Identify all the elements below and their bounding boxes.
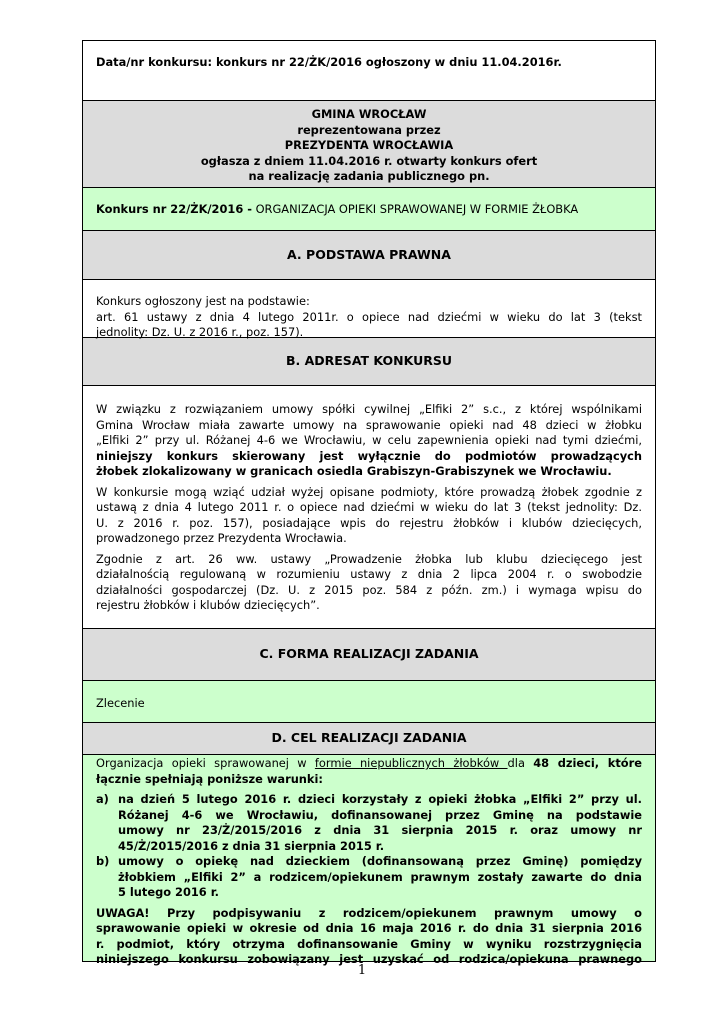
addressee-paragraph-2 (96, 485, 642, 547)
section-b-heading (82, 338, 656, 386)
document-page (82, 40, 656, 966)
competition-title-row (82, 188, 656, 231)
addressee-p3-line: Zgodnie z art. 26 ww. ustawy „Prowadzenie żłobka lub klubu dziecięcego jest (96, 551, 642, 566)
condition-a-line: na dzień 5 lutego 2016 r. dzieci korzystały z opieki żłobka „Elfiki 2” przy ul. (118, 792, 642, 806)
section-c-content (82, 681, 656, 723)
announcer-block (82, 101, 656, 188)
addressee-p3-line: rejestru żłobków i klubów dziecięcych”. (96, 598, 320, 612)
announcer-line-3: PREZYDENTA WROCŁAWIA (284, 138, 454, 152)
section-c-title: C. FORMA REALIZACJI ZADANIA (259, 646, 479, 661)
condition-b (96, 854, 642, 901)
announcer-line-2: reprezentowana przez (297, 122, 441, 137)
warning-note (96, 906, 642, 968)
announcer-line-4: ogłasza z dniem 11.04.2016 r. otwarty konkurs ofert (200, 153, 538, 168)
competition-date-text: Data/nr konkursu: konkurs nr 22/ŻK/2016 ogłoszony w dniu 11.04.2016r. (96, 55, 562, 69)
goal-intro-line-2: łącznie spełniają poniższe warunki: (96, 771, 323, 786)
condition-a-marker: a) (96, 792, 109, 806)
addressee-p1-line: Gmina Wrocław miała zawarte umowy na sprawowanie opieki nad 48 dzieci w żłobku (96, 417, 642, 432)
goal-intro (96, 756, 642, 772)
addressee-p1-line: W związku z rozwiązaniem umowy spółki cywilnej „Elfiki 2” s.c., z której wspólnikami (96, 402, 642, 416)
addressee-p2-line: prowadzonego przez Prezydenta Wrocławia. (96, 531, 347, 545)
section-a-heading (82, 231, 656, 280)
condition-b-line: umowy o opiekę nad dzieckiem (dofinansowaną przez Gminę) pomiędzy (118, 854, 642, 868)
addressee-p1-line: niniejszy konkurs skierowany jest wyłącznie do podmiotów prowadzących (96, 448, 642, 463)
section-d-title: D. CEL REALIZACJI ZADANIA (271, 730, 467, 745)
condition-b-text (118, 854, 642, 901)
addressee-p2-line: ustawą z dnia 4 lutego 2011 r. o opiece nad dziećmi w wieku do lat 3 (tekst jednolity: Dz. (96, 500, 642, 514)
legal-basis-intro: Konkurs ogłoszony jest na podstawie: (96, 294, 310, 308)
competition-subject: ORGANIZACJA OPIEKI SPRAWOWANEJ W FORMIE ŻŁOBKA (251, 202, 579, 216)
section-d-content (82, 755, 656, 966)
addressee-p1-line: „Elfiki 2” przy ul. Różanej 4-6 we Wrocławiu, w celu zapewnienia opieki nad tymi dziećmi, (96, 433, 642, 447)
goal-intro-text: Organizacja opieki sprawowanej w (96, 756, 315, 770)
condition-a-line: Różanej 4-6 we Wrocławiu, dofinansowanej przez Gminę na podstawie (118, 807, 642, 822)
condition-b-line: 5 lutego 2016 r. (118, 885, 220, 899)
condition-a-line: 45/Ż/2015/2016 z dnia 31 sierpnia 2015 r. (118, 838, 385, 853)
page-number: 1 (357, 963, 367, 978)
legal-basis-line-2: jednolity: Dz. U. z 2016 r., poz. 157). (96, 325, 304, 339)
addressee-paragraph-3 (96, 552, 642, 614)
goal-intro-underlined: formie niepublicznych żłobków (314, 756, 508, 770)
competition-number: Konkurs nr 22/ŻK/2016 - (96, 202, 252, 216)
addressee-p2-line: U. z 2016 r. poz. 157), posiadające wpis do rejestru żłobków i klubów dziecięcych, (96, 515, 642, 530)
section-b-title: B. ADRESAT KONKURSU (285, 353, 453, 368)
condition-a-line: umowy nr 23/Ż/2015/2016 z dnia 31 sierpnia 2015 r. oraz umowy nr (118, 823, 642, 837)
condition-a-text (118, 792, 642, 854)
section-c-heading (82, 629, 656, 681)
condition-b-line: żłobkiem „Elfiki 2” a rodzicem/opiekunem prawnym zostały zawarte do dnia (118, 869, 642, 884)
legal-basis-line-1: art. 61 ustawy z dnia 4 lutego 2011r. o opiece nad dziećmi w wieku do lat 3 (tekst (96, 309, 642, 324)
announcer-line-1: GMINA WROCŁAW (311, 107, 427, 121)
competition-date-row (82, 40, 656, 101)
condition-a (96, 792, 642, 854)
warning-line: UWAGA! Przy podpisywaniu z rodzicem/opiekunem prawnym umowy o (96, 905, 642, 920)
section-a-content (82, 280, 656, 338)
warning-line: niniejszego konkursu zobowiązany jest uzyskać od rodzica/opiekuna prawnego (96, 952, 642, 966)
section-a-title: A. PODSTAWA PRAWNA (287, 247, 451, 262)
condition-b-marker: b) (96, 854, 110, 868)
implementation-form-value: Zlecenie (96, 696, 145, 710)
section-d-heading (82, 723, 656, 755)
section-b-content (82, 386, 656, 629)
addressee-p3-line: działalnością regulowaną w rozumieniu ustawy z dnia 2 lipca 2004 r. o swobodzie (96, 567, 642, 581)
goal-intro-bold: 48 dzieci, które (533, 756, 642, 770)
addressee-p3-line: działalności gospodarczej (Dz. U. z 2015 poz. 584 z późn. zm.) i wymaga wpisu do (96, 582, 642, 597)
addressee-p1-line: żłobek zlokalizowany w granicach osiedla Grabiszyn-Grabiszynek we Wrocławiu. (96, 464, 612, 478)
warning-line: r. podmiot, który otrzyma dofinansowanie Gminy w wyniku rozstrzygnięcia (96, 936, 642, 951)
warning-line: sprawowanie opieki w okresie od dnia 16 maja 2016 r. do dnia 31 sierpnia 2016 (96, 921, 642, 935)
addressee-paragraph-1 (96, 402, 642, 480)
addressee-p2-line: W konkursie mogą wziąć udział wyżej opisane podmioty, które prowadzą żłobek zgodnie z (96, 484, 642, 499)
announcer-line-5: na realizację zadania publicznego pn. (248, 169, 490, 183)
goal-intro-mid: dla (507, 756, 534, 770)
